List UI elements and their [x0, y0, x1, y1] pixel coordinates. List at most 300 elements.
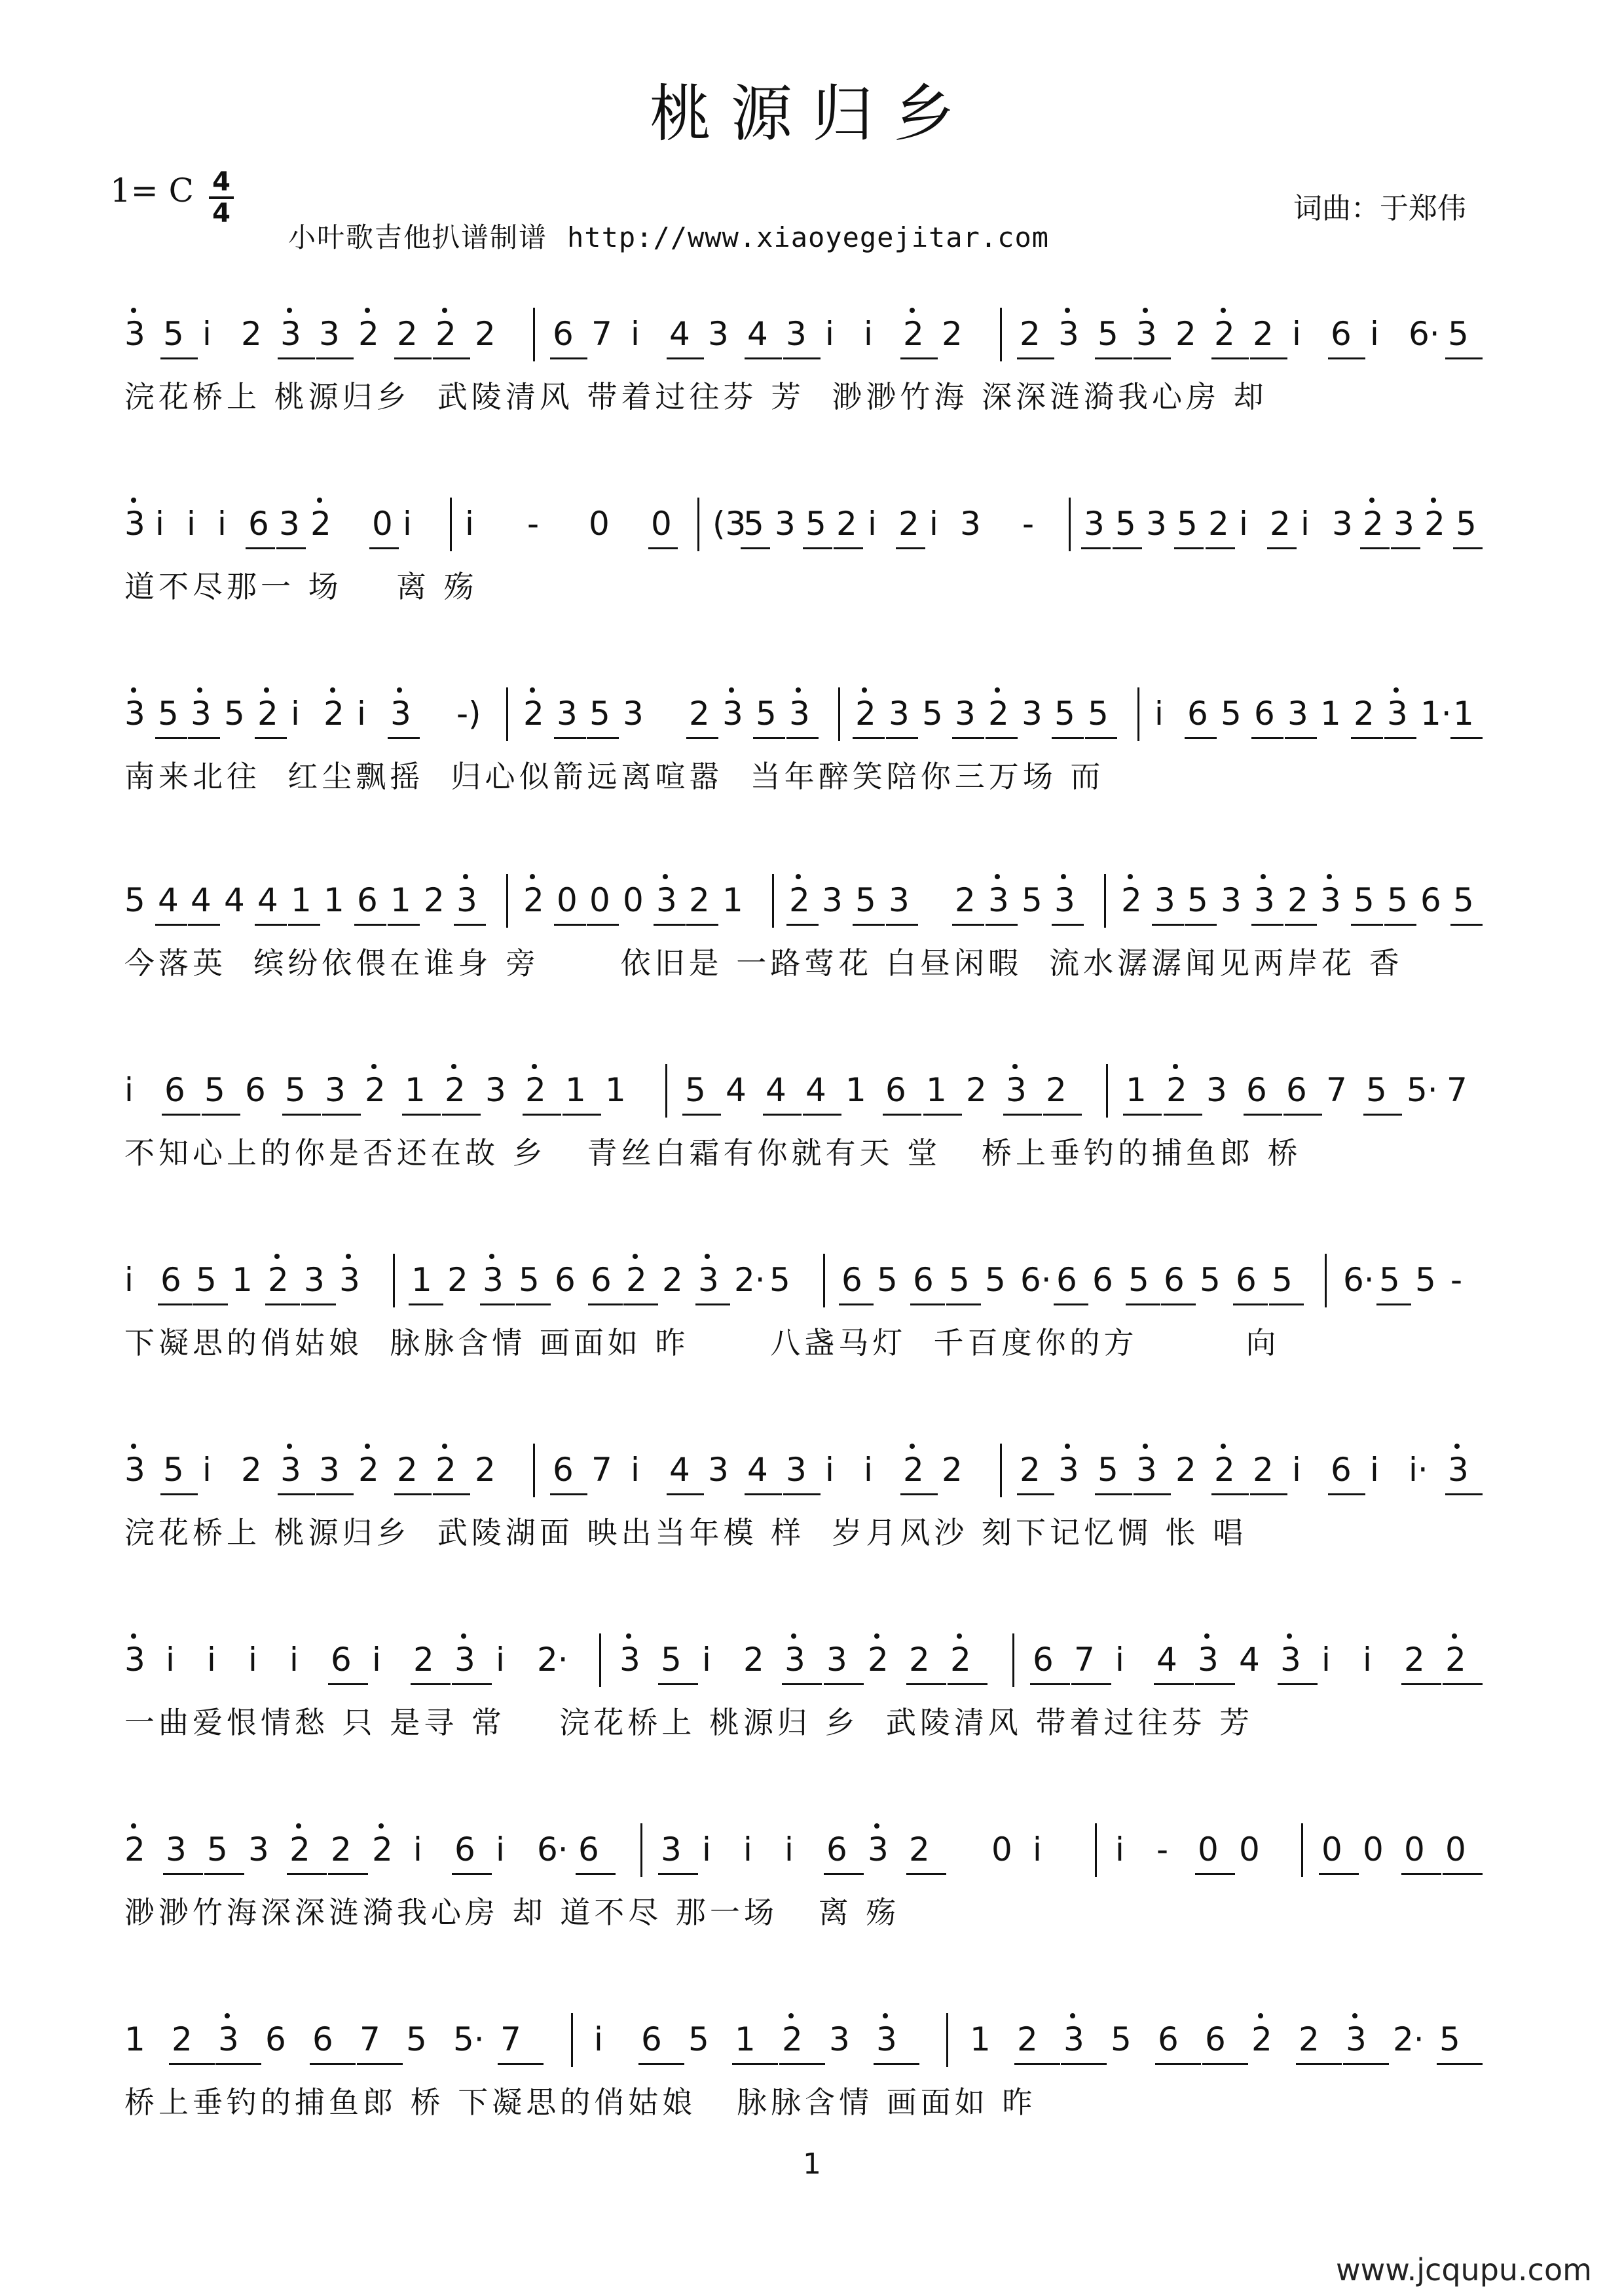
- note: (3: [712, 505, 747, 543]
- octave-dot: [663, 874, 668, 879]
- note: 2: [955, 881, 976, 919]
- beam-line: [276, 547, 306, 549]
- note: 5: [1088, 695, 1109, 733]
- note: 3: [1146, 505, 1167, 543]
- note: 1: [565, 1071, 586, 1109]
- note: 5: [949, 1261, 970, 1299]
- beam-line: [1081, 547, 1111, 549]
- note: 2: [988, 695, 1009, 733]
- beam-line: [952, 924, 984, 926]
- note: i: [413, 1831, 422, 1868]
- note: i: [743, 1831, 752, 1868]
- octave-dot: [1012, 1064, 1018, 1069]
- note: 2: [1270, 505, 1291, 543]
- bar-line: [533, 308, 535, 361]
- bar-line: [571, 2013, 573, 2067]
- beam-line: [783, 1493, 821, 1495]
- note: 2: [268, 1261, 289, 1299]
- site-watermark: www.jcqupu.com: [1336, 2252, 1592, 2287]
- note: 3: [619, 1641, 640, 1679]
- bar-line: [1137, 687, 1139, 741]
- beam-line: [1195, 1683, 1235, 1685]
- note: 5: [1387, 881, 1408, 919]
- note: 6: [1236, 1261, 1257, 1299]
- beam-line: [695, 1303, 730, 1305]
- note: 5: [743, 505, 764, 543]
- beam-line: [782, 1683, 822, 1685]
- bar-line: [1000, 1444, 1002, 1497]
- octave-dot: [1327, 874, 1332, 879]
- beam-line: [741, 547, 770, 549]
- note: i: [784, 1831, 794, 1868]
- beam-line: [1384, 737, 1416, 739]
- meter-top: 4: [212, 167, 231, 197]
- octave-dot: [365, 308, 370, 313]
- octave-dot: [1221, 1444, 1226, 1449]
- beam-line: [824, 1683, 864, 1685]
- note: 3: [124, 505, 145, 543]
- octave-dot: [197, 687, 202, 693]
- note: 2: [172, 2020, 193, 2058]
- note: 1: [605, 1071, 626, 1109]
- note: 2: [626, 1261, 647, 1299]
- beam-line: [369, 547, 399, 549]
- beam-line: [886, 924, 918, 926]
- lyric-row: 下凝思的俏姑娘 脉脉含情 画面如 昨 八盏马灯 千百度你的方 向: [124, 1325, 1280, 1360]
- beam-line: [1443, 1683, 1483, 1685]
- note: 2: [689, 695, 710, 733]
- note: 4: [747, 315, 768, 353]
- note: 5: [1448, 315, 1469, 353]
- note: 5: [1098, 315, 1118, 353]
- beam-line: [654, 924, 686, 926]
- bar-line: [1095, 1823, 1097, 1877]
- note: 2: [424, 881, 445, 919]
- note: i: [496, 1831, 505, 1868]
- beam-line: [454, 924, 486, 926]
- note: i: [202, 1451, 212, 1489]
- note: 6: [312, 2020, 333, 2058]
- note: 2: [435, 315, 456, 353]
- note: -: [527, 505, 540, 543]
- beam-line: [952, 737, 984, 739]
- beam-line: [1328, 357, 1365, 359]
- note: 6: [641, 2020, 662, 2058]
- octave-dot: [378, 1823, 384, 1829]
- beam-line: [1250, 1493, 1287, 1495]
- beam-line: [288, 924, 320, 926]
- note: 5: [1098, 1451, 1118, 1489]
- beam-line: [1450, 924, 1483, 926]
- octave-dot: [371, 1064, 377, 1069]
- beam-line: [1351, 924, 1383, 926]
- note: 5: [406, 2020, 427, 2058]
- notation-row: [124, 874, 1500, 933]
- note: 5·: [1407, 1071, 1438, 1109]
- note: 4: [669, 315, 690, 353]
- octave-dot: [346, 1254, 351, 1259]
- note: i: [631, 1451, 640, 1489]
- note: 3: [1393, 505, 1414, 543]
- octave-dot: [874, 1633, 879, 1639]
- note: 5: [1200, 1261, 1221, 1299]
- beam-line: [1061, 2063, 1107, 2065]
- note: 2: [358, 315, 379, 353]
- beam-line: [986, 924, 1018, 926]
- note: 6: [1092, 1261, 1113, 1299]
- note: 3: [1287, 695, 1308, 733]
- beam-line: [554, 924, 586, 926]
- note: 3: [325, 1071, 346, 1109]
- score-system: [124, 1444, 1500, 1588]
- lyric-row: 道不尽那一 场 离 殇: [124, 569, 478, 604]
- note: 6: [1246, 1071, 1267, 1109]
- note: 6: [841, 1261, 862, 1299]
- note: 5: [158, 695, 179, 733]
- note: 0: [1445, 1831, 1466, 1868]
- octave-dot: [1431, 498, 1436, 503]
- octave-dot: [225, 2013, 230, 2018]
- beam-line: [1283, 1114, 1322, 1116]
- octave-dot: [633, 1254, 638, 1259]
- beam-line: [886, 737, 918, 739]
- beam-line: [202, 1114, 240, 1116]
- beam-line: [1251, 924, 1283, 926]
- note: i: [372, 1641, 381, 1679]
- note: 2: [903, 315, 924, 353]
- beam-line: [328, 1873, 368, 1875]
- note: 5: [519, 1261, 540, 1299]
- note: 1·: [1420, 695, 1452, 733]
- beam-line: [839, 1303, 874, 1305]
- beam-line: [686, 737, 718, 739]
- note: 2·: [537, 1641, 568, 1679]
- note: 3: [955, 695, 976, 733]
- note: 5: [124, 881, 145, 919]
- note: i: [1115, 1831, 1124, 1868]
- note: 5: [1354, 881, 1375, 919]
- lyric-row: 渺渺竹海深深涟漪我心房 却 道不尽 那一场 离 殇: [124, 1895, 900, 1930]
- lyric-row: 浣花桥上 桃源归乡 武陵清风 带着过往芬 芳 渺渺竹海 深深涟漪我心房 却: [124, 379, 1268, 414]
- lyric-row: 南来北往 红尘飘摇 归心似箭远离喧嚣 当年醉笑陪你三万场 而: [124, 759, 1105, 794]
- octave-dot: [442, 308, 447, 313]
- note: 3: [698, 1261, 719, 1299]
- note: 5: [1115, 505, 1136, 543]
- note: 3: [390, 695, 411, 733]
- beam-line: [310, 2063, 356, 2065]
- note: 3: [280, 1451, 301, 1489]
- beam-line: [783, 357, 821, 359]
- beam-line: [1296, 2063, 1342, 2065]
- note: 1: [1126, 1071, 1147, 1109]
- bar-line: [599, 1633, 601, 1687]
- note: 0: [557, 881, 578, 919]
- beam-line: [357, 2063, 403, 2065]
- transcriber-line: [288, 216, 1049, 255]
- beam-line: [587, 924, 619, 926]
- bar-line: [1301, 1823, 1303, 1877]
- note: 2: [909, 1641, 930, 1679]
- notation-row: [124, 1254, 1500, 1313]
- beam-line: [516, 1303, 551, 1305]
- octave-dot: [874, 1823, 879, 1829]
- octave-dot: [489, 1254, 494, 1259]
- note: 3: [124, 695, 145, 733]
- note: i: [929, 505, 938, 543]
- note: 2: [365, 1071, 386, 1109]
- score-system: [124, 1254, 1500, 1398]
- beam-line: [1095, 1493, 1132, 1495]
- beam-line: [1285, 737, 1317, 739]
- beam-line: [1360, 547, 1390, 549]
- octave-dot: [442, 1444, 447, 1449]
- note: 4: [1156, 1641, 1177, 1679]
- beam-line: [763, 1114, 802, 1116]
- note: 0: [623, 881, 644, 919]
- note: 6: [1286, 1071, 1307, 1109]
- note: 6: [1331, 1451, 1352, 1489]
- note: 2: [397, 1451, 418, 1489]
- note: 4: [158, 881, 179, 919]
- note: 2: [523, 695, 544, 733]
- bar-line: [640, 1823, 642, 1877]
- note: 2: [310, 505, 331, 543]
- time-signature: [208, 169, 234, 227]
- beam-line: [523, 1114, 561, 1116]
- note: 5: [224, 695, 245, 733]
- note: 5: [589, 695, 610, 733]
- octave-dot: [1452, 1633, 1457, 1639]
- note: i: [155, 505, 164, 543]
- beam-line: [433, 357, 470, 359]
- note: 3: [124, 315, 145, 353]
- note: i: [1370, 1451, 1379, 1489]
- beam-line: [215, 2063, 261, 2065]
- note: 0: [1321, 1831, 1342, 1868]
- octave-dot: [1128, 874, 1133, 879]
- octave-dot: [131, 1823, 136, 1829]
- note: 6·: [1409, 315, 1440, 353]
- note: 0: [589, 881, 610, 919]
- note: 3: [722, 695, 743, 733]
- note: 6: [591, 1261, 612, 1299]
- beam-line: [1443, 1873, 1483, 1875]
- note: 2: [1020, 315, 1041, 353]
- note: 6: [1205, 2020, 1226, 2058]
- beam-line: [1401, 1683, 1441, 1685]
- beam-line: [1211, 357, 1249, 359]
- beam-line: [1343, 2063, 1389, 2065]
- note: 5: [661, 1641, 682, 1679]
- score-system: [124, 874, 1500, 1018]
- note: 3: [1280, 1641, 1301, 1679]
- note: i: [1321, 1641, 1331, 1679]
- beam-line: [155, 737, 187, 739]
- note: 0: [372, 505, 393, 543]
- note: 3: [456, 881, 477, 919]
- note: 2: [331, 1831, 352, 1868]
- note: 2: [1208, 505, 1229, 543]
- note: 5: [1453, 881, 1474, 919]
- note: 6: [826, 1831, 847, 1868]
- note: 5: [1379, 1261, 1400, 1299]
- beam-line: [160, 1493, 198, 1495]
- beam-line: [169, 2063, 215, 2065]
- note: 5: [1022, 881, 1043, 919]
- beam-line: [658, 1873, 698, 1875]
- note: 1: [1453, 695, 1474, 733]
- note: i: [825, 315, 834, 353]
- beam-line: [188, 924, 220, 926]
- beam-line: [576, 1873, 616, 1875]
- note: 6: [553, 1451, 574, 1489]
- note: 6: [1254, 695, 1275, 733]
- note: 3: [124, 1451, 145, 1489]
- note: i: [403, 505, 412, 543]
- beam-line: [745, 357, 782, 359]
- note: i: [1363, 1641, 1372, 1679]
- beam-line: [550, 357, 587, 359]
- octave-dot: [131, 1444, 136, 1449]
- bar-line: [1325, 1254, 1327, 1307]
- beam-line: [824, 1873, 864, 1875]
- beam-line: [1123, 1114, 1162, 1116]
- note: 4: [766, 1071, 786, 1109]
- octave-dot: [287, 308, 292, 313]
- note: 5: [163, 315, 184, 353]
- octave-dot: [1454, 1444, 1460, 1449]
- bar-line: [665, 1064, 667, 1118]
- note: 1: [405, 1071, 426, 1109]
- beam-line: [906, 1873, 946, 1875]
- octave-dot: [1352, 2013, 1357, 2018]
- note: 2: [257, 695, 278, 733]
- beam-line: [554, 737, 586, 739]
- note: 3: [1054, 881, 1075, 919]
- note: 2: [1251, 2020, 1272, 2058]
- octave-dot: [463, 874, 468, 879]
- note: 4: [191, 881, 212, 919]
- note: 1: [323, 881, 344, 919]
- transcriber-url[interactable]: http://www.xiaoyegejitar.com: [567, 221, 1050, 253]
- page-number: 1: [803, 2147, 821, 2181]
- note: 2: [689, 881, 710, 919]
- octave-dot: [1258, 2013, 1263, 2018]
- note: 2: [447, 1261, 468, 1299]
- beam-line: [1030, 1683, 1070, 1685]
- note: -: [1022, 505, 1035, 543]
- beam-line: [452, 1873, 492, 1875]
- note: 3: [775, 505, 796, 543]
- note: 5: [1128, 1261, 1149, 1299]
- note: 6: [331, 1641, 352, 1679]
- beam-line: [1453, 547, 1483, 549]
- octave-dot: [1143, 308, 1148, 313]
- beam-line: [1376, 1303, 1411, 1305]
- notation-row: [124, 2013, 1500, 2072]
- note: 6: [1331, 315, 1352, 353]
- beam-line: [745, 1493, 782, 1495]
- beam-line: [162, 1114, 200, 1116]
- note: i: [291, 695, 300, 733]
- note: 6: [164, 1071, 185, 1109]
- note: 2: [1287, 881, 1308, 919]
- note: 2: [397, 315, 418, 353]
- octave-dot: [1204, 1633, 1209, 1639]
- octave-dot: [1065, 308, 1070, 313]
- note: 6: [1033, 1641, 1054, 1679]
- bar-line: [1012, 1633, 1014, 1687]
- bar-line: [506, 874, 508, 928]
- note: i: [1033, 1831, 1042, 1868]
- note: 2: [1253, 315, 1274, 353]
- note: -: [1450, 1261, 1463, 1299]
- note: 6·: [1343, 1261, 1375, 1299]
- note: 2·: [1393, 2020, 1424, 2058]
- note: 3: [1154, 881, 1175, 919]
- beam-line: [910, 1303, 945, 1305]
- beam-line: [803, 1114, 841, 1116]
- note: i: [207, 1641, 216, 1679]
- beam-line: [753, 737, 785, 739]
- octave-dot: [1070, 2013, 1075, 2018]
- note: 7: [1447, 1071, 1467, 1109]
- lyric-row: 今落英 缤纷依偎在谁身 旁 依旧是 一路莺花 白昼闲暇 流水潺潺闻见两岸花 香: [124, 945, 1403, 981]
- beam-line: [686, 924, 718, 926]
- beam-line: [1351, 737, 1383, 739]
- note: 3: [1198, 1641, 1219, 1679]
- note: 2: [1299, 2020, 1320, 2058]
- note: 6: [245, 1071, 266, 1109]
- note: 7: [591, 315, 612, 353]
- note: 2: [241, 1451, 262, 1489]
- score-system: [124, 308, 1500, 452]
- octave-dot: [796, 874, 801, 879]
- beam-line: [1450, 737, 1483, 739]
- beam-line: [1202, 2063, 1248, 2065]
- note: 2: [1020, 1451, 1041, 1489]
- note: 1: [390, 881, 411, 919]
- note: 2: [372, 1831, 393, 1868]
- note: 2: [124, 1831, 145, 1868]
- note: i: [825, 1451, 834, 1489]
- note: 6: [265, 2020, 286, 2058]
- note: 3: [960, 505, 981, 543]
- note: 7: [1326, 1071, 1347, 1109]
- bar-line: [823, 1254, 825, 1307]
- bar-line: [946, 2013, 948, 2067]
- beam-line: [1071, 1683, 1111, 1685]
- beam-line: [667, 357, 704, 359]
- beam-line: [682, 1114, 721, 1116]
- bar-line: [838, 687, 840, 741]
- note: 3: [784, 1641, 805, 1679]
- beam-line: [1401, 1873, 1441, 1875]
- note: 3: [319, 1451, 340, 1489]
- beam-line: [900, 357, 938, 359]
- octave-dot: [1369, 498, 1375, 503]
- beam-line: [388, 924, 420, 926]
- note: i: [465, 505, 474, 543]
- beam-line: [1152, 924, 1184, 926]
- beam-line: [853, 924, 885, 926]
- note: 5: [285, 1071, 306, 1109]
- bar-line: [1069, 498, 1071, 551]
- note: 3: [304, 1261, 325, 1299]
- octave-dot: [296, 1823, 301, 1829]
- beam-line: [623, 1303, 658, 1305]
- notation-row: [124, 308, 1500, 367]
